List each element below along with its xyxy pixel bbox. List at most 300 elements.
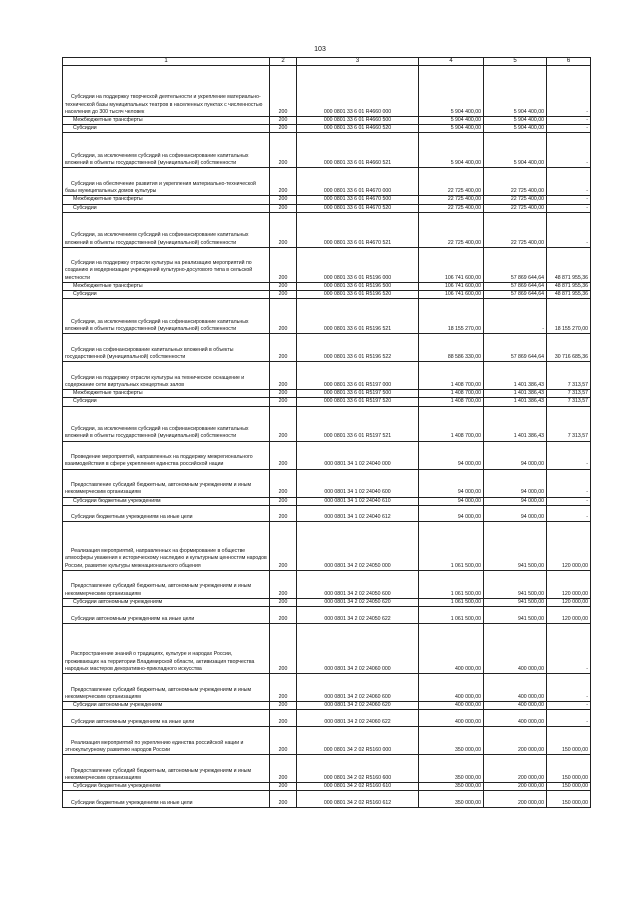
row-code — [270, 598, 297, 606]
row-amount-2-text: 941 500,00 — [518, 590, 544, 597]
row-budget-code — [297, 282, 419, 290]
row-amount-3 — [547, 133, 591, 168]
row-amount-2 — [484, 291, 547, 299]
row-name-text: Субсидии, за исключением субсидий на софинансирование капитальных вложений в объекты государственной (муниципальной) собственности — [65, 232, 249, 246]
row-code-text: 200 — [278, 783, 288, 790]
row-name-text: Распространение знаний о традициях, культуре и народах России, проживающих на территории Владимирской области, активизация творчества народных мастеров декоративно-прикладного искусства — [65, 651, 255, 672]
row-amount-3 — [547, 168, 591, 196]
row-amount-1-text: 5 904 400,00 — [450, 160, 481, 167]
row-amount-1-text: 400 000,00 — [455, 693, 481, 700]
row-amount-2 — [484, 133, 547, 168]
row-budget-code-text: 000 0801 33 6 01 R5196 000 — [323, 274, 392, 281]
table-row — [63, 282, 591, 290]
row-budget-code — [297, 497, 419, 505]
row-code-text: 200 — [278, 108, 288, 115]
row-name — [63, 66, 270, 117]
row-name-text: Предоставление субсидий бюджетным, автономным учреждениям и иным некоммерческим организациям — [65, 767, 252, 782]
row-name-text: Субсидии автономным учреждениям на иные цели — [71, 615, 195, 622]
row-amount-3-text: 7 313,57 — [567, 382, 588, 389]
row-amount-2-text: 200 000,00 — [518, 800, 544, 807]
row-amount-2 — [484, 66, 547, 117]
row-amount-3 — [547, 674, 591, 702]
row-name — [63, 607, 270, 624]
row-code — [270, 66, 297, 117]
row-amount-2-text: 5 904 400,00 — [513, 125, 544, 132]
row-code — [270, 624, 297, 674]
row-amount-3 — [547, 624, 591, 674]
row-amount-1 — [419, 624, 484, 674]
row-name — [63, 598, 270, 606]
row-code — [270, 390, 297, 398]
column-header-4: 4 — [419, 58, 484, 66]
row-amount-2 — [484, 570, 547, 598]
row-name — [63, 212, 270, 247]
row-budget-code — [297, 406, 419, 441]
row-budget-code-text: 000 0801 33 6 01 R4670 000 — [323, 188, 392, 195]
row-amount-1 — [419, 755, 484, 783]
row-amount-2 — [484, 406, 547, 441]
row-amount-3-text: - — [586, 513, 588, 520]
row-name — [63, 299, 270, 334]
table-row — [63, 791, 591, 808]
row-amount-3 — [547, 117, 591, 125]
row-amount-2-text: 200 000,00 — [518, 783, 544, 790]
row-amount-3-text: - — [586, 204, 588, 211]
row-amount-1-text: 1 061 500,00 — [450, 615, 481, 622]
row-code-text: 200 — [278, 196, 288, 203]
row-code-text: 200 — [278, 239, 288, 246]
row-budget-code-text: 000 0801 34 2 02 24060 600 — [324, 693, 391, 700]
row-budget-code-text: 000 0801 34 2 02 24050 622 — [324, 615, 391, 622]
row-amount-3 — [547, 406, 591, 441]
row-code — [270, 125, 297, 133]
row-budget-code-text: 000 0801 33 6 01 R5197 000 — [323, 382, 392, 389]
row-name-text: Субсидии бюджетным учреждениям на иные цели — [71, 513, 193, 520]
row-name-text: Субсидии бюджетным учреждениям — [73, 783, 161, 790]
row-budget-code-text: 000 0801 34 1 02 24040 600 — [324, 489, 391, 496]
row-amount-1-text: 1 408 700,00 — [450, 390, 481, 397]
row-amount-3-text: - — [586, 188, 588, 195]
row-amount-2-text: 22 725 400,00 — [510, 188, 544, 195]
table-row — [63, 702, 591, 710]
row-amount-3 — [547, 755, 591, 783]
row-amount-1-text: 350 000,00 — [455, 747, 481, 754]
row-amount-3 — [547, 291, 591, 299]
row-name-text: Субсидии на софинансирование капитальных вложений в объекты государственной (муниципальной) собственности — [65, 346, 234, 361]
row-amount-3 — [547, 598, 591, 606]
table-row — [63, 505, 591, 521]
row-amount-2-text: 400 000,00 — [518, 665, 544, 672]
row-amount-3-text: - — [586, 693, 588, 700]
row-amount-1 — [419, 125, 484, 133]
row-amount-1-text: 1 061 500,00 — [450, 598, 481, 605]
row-amount-1 — [419, 521, 484, 570]
row-code — [270, 406, 297, 441]
row-amount-3-text: 120 000,00 — [562, 598, 588, 605]
row-amount-1 — [419, 212, 484, 247]
row-name — [63, 791, 270, 808]
table-row — [63, 204, 591, 212]
row-budget-code-text: 000 0801 34 2 02 24060 620 — [324, 702, 391, 709]
row-name-text: Субсидии бюджетным учреждениям — [73, 497, 161, 504]
row-budget-code — [297, 299, 419, 334]
row-amount-2-text: 57 869 644,64 — [510, 274, 544, 281]
row-amount-3 — [547, 334, 591, 362]
row-amount-2-text: 94 000,00 — [520, 489, 544, 496]
row-code-text: 200 — [278, 615, 288, 622]
row-code — [270, 117, 297, 125]
row-amount-1 — [419, 398, 484, 406]
row-amount-1-text: 106 741 600,00 — [444, 274, 481, 281]
row-name-text: Субсидии автономным учреждениям — [73, 702, 163, 709]
row-amount-3-text: - — [586, 108, 588, 115]
row-amount-1 — [419, 674, 484, 702]
row-amount-3 — [547, 710, 591, 727]
row-amount-2 — [484, 783, 547, 791]
row-amount-3 — [547, 247, 591, 282]
row-amount-2 — [484, 196, 547, 204]
row-code — [270, 204, 297, 212]
row-code — [270, 505, 297, 521]
row-amount-1 — [419, 791, 484, 808]
table-row — [63, 406, 591, 441]
row-amount-3 — [547, 727, 591, 755]
row-code — [270, 783, 297, 791]
row-amount-1 — [419, 117, 484, 125]
row-code — [270, 441, 297, 469]
row-name-text: Межбюджетные трансферты — [73, 282, 143, 289]
row-name-text: Субсидии на поддержку отрасли культуры на техническое оснащение и содержание сети виртуальных концертных залов — [65, 374, 245, 389]
row-code-text: 200 — [278, 326, 288, 333]
row-amount-2-text: 941 500,00 — [518, 598, 544, 605]
table-row — [63, 521, 591, 570]
row-budget-code-text: 000 0801 33 6 01 R5196 521 — [323, 326, 392, 333]
table-row — [63, 441, 591, 469]
row-code — [270, 791, 297, 808]
row-amount-3 — [547, 607, 591, 624]
row-amount-1-text: 106 741 600,00 — [444, 291, 481, 298]
row-amount-3-text: 150 000,00 — [562, 775, 588, 782]
row-budget-code-text: 000 0801 34 2 02 R5160 000 — [323, 747, 392, 754]
row-amount-3-text: - — [586, 125, 588, 132]
row-code — [270, 702, 297, 710]
column-header-6: 6 — [547, 58, 591, 66]
row-name-text: Реализация мероприятий по укреплению единства российской нации и этнокультурному развитию народов России — [65, 739, 244, 754]
row-amount-1-text: 400 000,00 — [455, 665, 481, 672]
row-amount-3-text: - — [586, 702, 588, 709]
row-budget-code-text: 000 0801 34 2 02 24050 600 — [324, 590, 391, 597]
row-budget-code-text: 000 0801 33 6 01 R4670 520 — [323, 204, 392, 211]
row-amount-3 — [547, 299, 591, 334]
row-code-text: 200 — [278, 160, 288, 167]
row-budget-code — [297, 125, 419, 133]
row-amount-1 — [419, 334, 484, 362]
row-name-text: Реализация мероприятий, направленных на формирование в обществе атмосферы уважения к историческому наследию и культурным ценностям народов России, развитие культуры межнационального общения — [65, 548, 267, 569]
row-amount-3-text: 7 313,57 — [567, 433, 588, 440]
table-row — [63, 66, 591, 117]
row-code-text: 200 — [278, 702, 288, 709]
table-row — [63, 497, 591, 505]
row-name-text: Субсидии — [73, 291, 97, 298]
row-code — [270, 398, 297, 406]
row-amount-3 — [547, 783, 591, 791]
row-name — [63, 624, 270, 674]
table-row — [63, 133, 591, 168]
table-row — [63, 783, 591, 791]
row-code-text: 200 — [278, 398, 288, 405]
table-row — [63, 727, 591, 755]
row-code-text: 200 — [278, 125, 288, 132]
table-row — [63, 469, 591, 497]
row-amount-1-text: 94 000,00 — [457, 497, 481, 504]
row-code — [270, 196, 297, 204]
row-name-text: Субсидии на обеспечение развития и укрепления материально-технической базы муниципальных домов культуры — [65, 181, 256, 195]
row-name — [63, 125, 270, 133]
row-amount-2 — [484, 624, 547, 674]
row-code-text: 200 — [278, 775, 288, 782]
row-name — [63, 505, 270, 521]
row-budget-code-text: 000 0801 33 6 01 R4660 520 — [323, 125, 392, 132]
row-budget-code-text: 000 0801 33 6 01 R5197 500 — [323, 390, 392, 397]
row-code-text: 200 — [278, 562, 288, 569]
row-code — [270, 133, 297, 168]
row-name — [63, 133, 270, 168]
row-code-text: 200 — [278, 390, 288, 397]
row-amount-2 — [484, 362, 547, 390]
table-row — [63, 624, 591, 674]
row-amount-2-text: 94 000,00 — [520, 461, 544, 468]
row-amount-3-text: 150 000,00 — [562, 783, 588, 790]
row-amount-2 — [484, 334, 547, 362]
row-name — [63, 783, 270, 791]
row-code-text: 200 — [278, 598, 288, 605]
row-amount-3-text: - — [586, 196, 588, 203]
row-amount-3-text: - — [586, 117, 588, 123]
row-code — [270, 334, 297, 362]
row-amount-3-text: - — [586, 489, 588, 496]
row-code — [270, 521, 297, 570]
row-amount-2-text: 22 725 400,00 — [510, 239, 544, 246]
row-amount-3-text: - — [586, 160, 588, 167]
row-code-text: 200 — [278, 497, 288, 504]
row-amount-2-text: 94 000,00 — [520, 513, 544, 520]
row-amount-1-text: 1 408 700,00 — [450, 433, 481, 440]
row-code — [270, 674, 297, 702]
row-budget-code-text: 000 0801 33 6 01 R4660 521 — [323, 160, 392, 167]
row-amount-3 — [547, 204, 591, 212]
row-amount-2 — [484, 168, 547, 196]
table-header-row — [63, 58, 591, 66]
row-amount-3 — [547, 497, 591, 505]
row-code — [270, 607, 297, 624]
row-amount-2-text: 400 000,00 — [518, 693, 544, 700]
row-code-text: 200 — [278, 382, 288, 389]
row-amount-1-text: 22 725 400,00 — [447, 204, 481, 211]
row-budget-code-text: 000 0801 33 6 01 R4670 521 — [323, 239, 392, 246]
row-budget-code — [297, 168, 419, 196]
row-budget-code — [297, 212, 419, 247]
row-name — [63, 497, 270, 505]
row-amount-1-text: 1 408 700,00 — [450, 398, 481, 405]
row-code — [270, 497, 297, 505]
table-row — [63, 755, 591, 783]
row-budget-code-text: 000 0801 34 1 02 24040 612 — [324, 513, 391, 520]
row-budget-code — [297, 791, 419, 808]
row-name — [63, 168, 270, 196]
row-budget-code — [297, 204, 419, 212]
table-row — [63, 710, 591, 727]
row-name-text: Субсидии, за исключением субсидий на софинансирование капитальных вложений в объекты государственной (муниципальной) собственности — [65, 426, 249, 440]
row-budget-code-text: 000 0801 33 6 01 R5196 522 — [323, 354, 392, 361]
row-budget-code — [297, 66, 419, 117]
row-code-text: 200 — [278, 117, 288, 123]
row-budget-code-text: 000 0801 34 2 02 R5160 612 — [323, 800, 392, 807]
table-row — [63, 598, 591, 606]
row-name-text: Субсидии, за исключением субсидий на софинансирование капитальных вложений в объекты государственной (муниципальной) собственности — [65, 318, 249, 333]
row-name — [63, 390, 270, 398]
row-amount-2-text: 1 401 386,43 — [513, 433, 544, 440]
row-amount-1 — [419, 406, 484, 441]
table-row — [63, 570, 591, 598]
row-budget-code-text: 000 0801 34 2 02 24060 000 — [324, 665, 391, 672]
row-name-text: Субсидии бюджетным учреждениям на иные цели — [71, 800, 193, 807]
table-row — [63, 607, 591, 624]
row-amount-3-text: 7 313,57 — [567, 390, 588, 397]
row-name-text: Субсидии, за исключением субсидий на софинансирование капитальных вложений в объекты государственной (муниципальной) собственности — [65, 153, 249, 167]
row-name-text: Субсидии на поддержку отрасли культуры на реализацию мероприятий по созданию и модернизации учреждений культурно-досугового типа в сельской местности — [65, 260, 253, 281]
row-code — [270, 755, 297, 783]
table-row — [63, 247, 591, 282]
row-code-text: 200 — [278, 693, 288, 700]
row-amount-2-text: 94 000,00 — [520, 497, 544, 504]
row-amount-1 — [419, 497, 484, 505]
row-amount-2-text: 5 904 400,00 — [513, 160, 544, 167]
row-code-text: 200 — [278, 747, 288, 754]
row-amount-2 — [484, 727, 547, 755]
table-row — [63, 168, 591, 196]
row-amount-1-text: 1 408 700,00 — [450, 382, 481, 389]
row-code-text: 200 — [278, 354, 288, 361]
row-amount-1-text: 5 904 400,00 — [450, 117, 481, 123]
row-amount-3 — [547, 570, 591, 598]
row-code — [270, 212, 297, 247]
row-amount-3 — [547, 791, 591, 808]
row-code-text: 200 — [278, 204, 288, 211]
row-name — [63, 398, 270, 406]
row-name-text: Субсидии автономным учреждениям — [73, 598, 163, 605]
row-amount-1 — [419, 291, 484, 299]
row-amount-1 — [419, 469, 484, 497]
row-amount-3 — [547, 702, 591, 710]
page-number: 103 — [314, 46, 326, 53]
row-amount-2 — [484, 702, 547, 710]
table-row — [63, 334, 591, 362]
row-amount-2-text: 941 500,00 — [518, 615, 544, 622]
row-amount-3 — [547, 521, 591, 570]
row-amount-3-text: 150 000,00 — [562, 800, 588, 807]
table-row — [63, 125, 591, 133]
row-amount-1 — [419, 66, 484, 117]
row-code — [270, 291, 297, 299]
row-amount-1 — [419, 204, 484, 212]
row-code — [270, 168, 297, 196]
row-budget-code — [297, 441, 419, 469]
row-amount-2 — [484, 521, 547, 570]
row-amount-2 — [484, 117, 547, 125]
row-amount-3 — [547, 441, 591, 469]
row-code — [270, 299, 297, 334]
row-code-text: 200 — [278, 461, 288, 468]
row-budget-code — [297, 710, 419, 727]
row-budget-code — [297, 570, 419, 598]
row-amount-2 — [484, 598, 547, 606]
table-row — [63, 362, 591, 390]
row-amount-1-text: 18 155 270,00 — [447, 326, 481, 333]
row-name — [63, 469, 270, 497]
row-amount-1-text: 400 000,00 — [455, 702, 481, 709]
row-name — [63, 441, 270, 469]
row-budget-code-text: 000 0801 34 2 02 24060 622 — [324, 719, 391, 726]
row-budget-code — [297, 469, 419, 497]
row-name-text: Субсидии на поддержку творческой деятельности и укрепление материально-технической базы муниципальных театров в населенных пунктах с численностью населения до 300 тысяч человек — [65, 94, 263, 115]
row-amount-2 — [484, 247, 547, 282]
table-row — [63, 212, 591, 247]
table-row — [63, 674, 591, 702]
row-amount-2 — [484, 398, 547, 406]
row-amount-1 — [419, 702, 484, 710]
row-amount-1 — [419, 570, 484, 598]
column-header-3: 3 — [297, 58, 419, 66]
table-row — [63, 291, 591, 299]
row-amount-3 — [547, 398, 591, 406]
row-code-text: 200 — [278, 590, 288, 597]
row-amount-3 — [547, 469, 591, 497]
row-budget-code-text: 000 0801 33 6 01 R5196 500 — [323, 282, 392, 289]
row-amount-3 — [547, 505, 591, 521]
row-code — [270, 727, 297, 755]
row-code-text: 200 — [278, 719, 288, 726]
row-budget-code — [297, 291, 419, 299]
row-budget-code-text: 000 0801 33 6 01 R5197 520 — [323, 398, 392, 405]
row-budget-code — [297, 398, 419, 406]
row-amount-1-text: 350 000,00 — [455, 775, 481, 782]
row-amount-3-text: 48 871 955,36 — [554, 291, 588, 298]
row-amount-3 — [547, 390, 591, 398]
row-amount-2-text: 57 869 644,64 — [510, 291, 544, 298]
row-amount-1 — [419, 168, 484, 196]
row-budget-code — [297, 334, 419, 362]
row-budget-code — [297, 674, 419, 702]
table-row — [63, 299, 591, 334]
row-amount-2-text: 57 869 644,64 — [510, 282, 544, 289]
table-row — [63, 390, 591, 398]
row-budget-code-text: 000 0801 33 6 01 R4670 500 — [323, 196, 392, 203]
row-budget-code — [297, 702, 419, 710]
row-budget-code-text: 000 0801 34 2 02 24050 000 — [324, 562, 391, 569]
row-amount-2-text: 22 725 400,00 — [510, 204, 544, 211]
row-amount-1-text: 5 904 400,00 — [450, 125, 481, 132]
row-amount-2 — [484, 390, 547, 398]
row-budget-code — [297, 624, 419, 674]
row-name — [63, 282, 270, 290]
row-amount-1 — [419, 196, 484, 204]
row-amount-2-text: 57 869 644,64 — [510, 354, 544, 361]
row-amount-1 — [419, 710, 484, 727]
row-amount-3-text: 120 000,00 — [562, 562, 588, 569]
row-amount-1-text: 22 725 400,00 — [447, 188, 481, 195]
row-budget-code-text: 000 0801 34 2 02 R5160 600 — [323, 775, 392, 782]
row-name-text: Субсидии — [73, 398, 97, 405]
